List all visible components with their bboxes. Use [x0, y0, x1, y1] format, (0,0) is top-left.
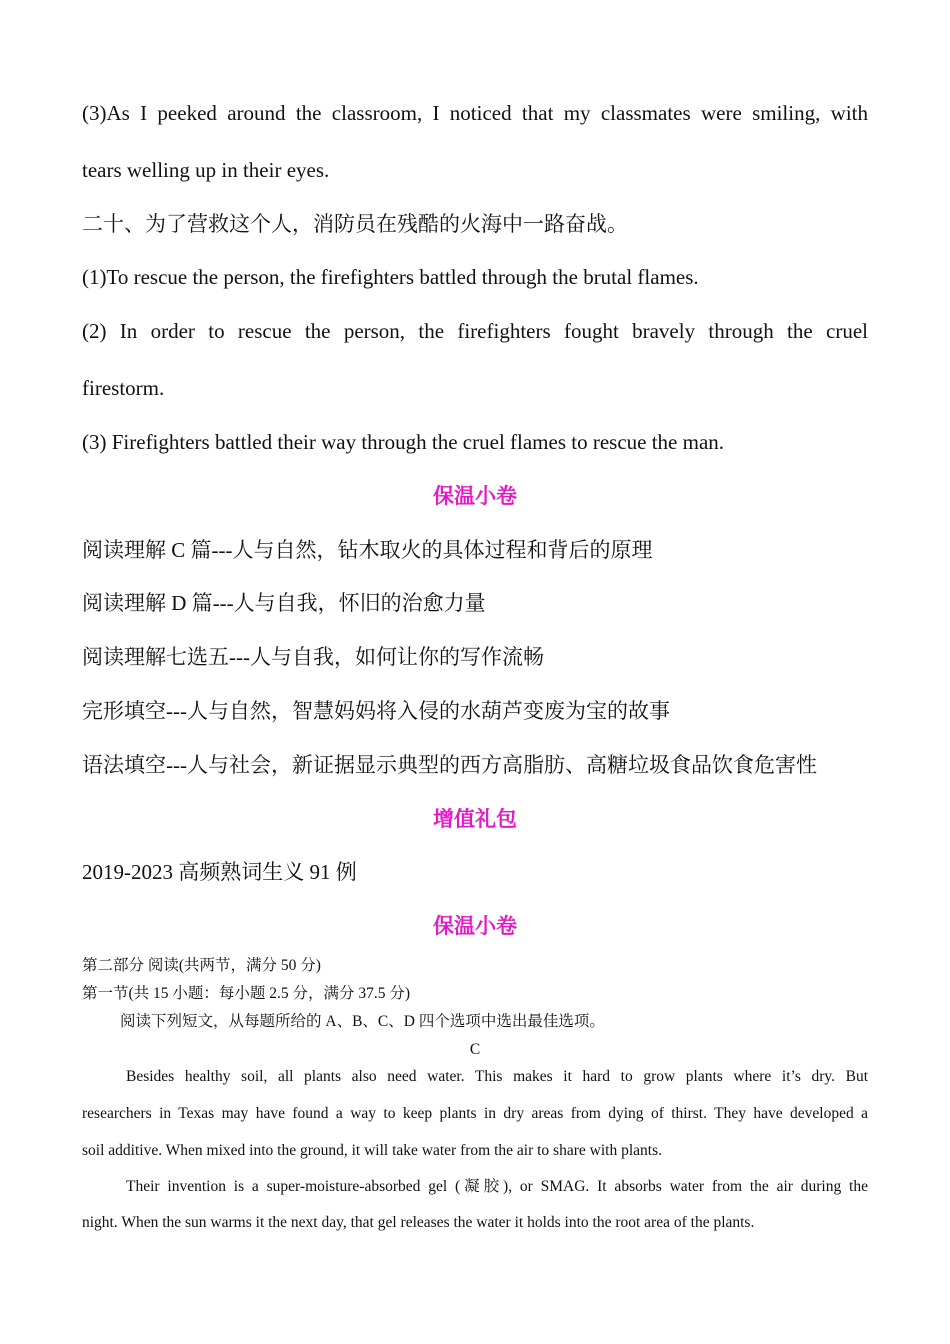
section2-heading: 增值礼包 [433, 807, 517, 831]
section2-item: 2019-2023 高频熟词生义 91 例 [82, 860, 357, 884]
section1-item: 完形填空---人与自然，智慧妈妈将入侵的水葫芦变废为宝的故事 [82, 699, 670, 723]
q20-answer-1: (1)To rescue the person, the firefighters battled through the brutal flames. [82, 265, 699, 289]
section1-item: 阅读理解 C 篇---人与自然，钻木取火的具体过程和背后的原理 [82, 538, 653, 562]
passage-para1-line: researchers in Texas may have found a way to keep plants in dry areas from dying of thirst. They have developed a [82, 1105, 868, 1122]
part-title: 第二部分 阅读(共两节，满分 50 分) [82, 957, 321, 974]
section1-item: 阅读理解七选五---人与自我，如何让你的写作流畅 [82, 645, 544, 669]
passage-para1-line: soil additive. When mixed into the ground, it will take water from the air to share with plants. [82, 1142, 662, 1159]
passage-para1-line: Besides healthy soil, all plants also need water. This makes it hard to grow plants where it’s dry. But [126, 1068, 868, 1085]
item3-line1: (3)As I peeked around the classroom, I noticed that my classmates were smiling, with [82, 101, 868, 125]
q20-answer-2-line1: (2) In order to rescue the person, the firefighters fought bravely through the cruel [82, 319, 868, 343]
section1-heading: 保温小卷 [433, 484, 517, 508]
section1-item: 语法填空---人与社会，新证据显示典型的西方高脂肪、高糖垃圾食品饮食危害性 [82, 753, 817, 777]
q20-answer-3: (3) Firefighters battled their way through the cruel flames to rescue the man. [82, 430, 725, 454]
instruction: 阅读下列短文，从每题所给的 A、B、C、D 四个选项中选出最佳选项。 [120, 1013, 605, 1030]
section-title: 第一节(共 15 小题：每小题 2.5 分，满分 37.5 分) [82, 985, 411, 1002]
passage-label: C [469, 1041, 481, 1058]
section1-item: 阅读理解 D 篇---人与自我，怀旧的治愈力量 [82, 591, 486, 615]
passage-para2-line: Their invention is a super-moisture-absorbed gel (凝胶), or SMAG. It absorbs water from the air during the [126, 1178, 868, 1195]
item3-line2: tears welling up in their eyes. [82, 158, 330, 182]
q20-title: 二十、为了营救这个人，消防员在残酷的火海中一路奋战。 [82, 212, 628, 236]
passage-para2-line: night. When the sun warms it the next day, that gel releases the water it holds into the root area of the plants. [82, 1214, 755, 1231]
section3-heading: 保温小卷 [433, 914, 517, 938]
q20-answer-2-line2: firestorm. [82, 376, 165, 400]
